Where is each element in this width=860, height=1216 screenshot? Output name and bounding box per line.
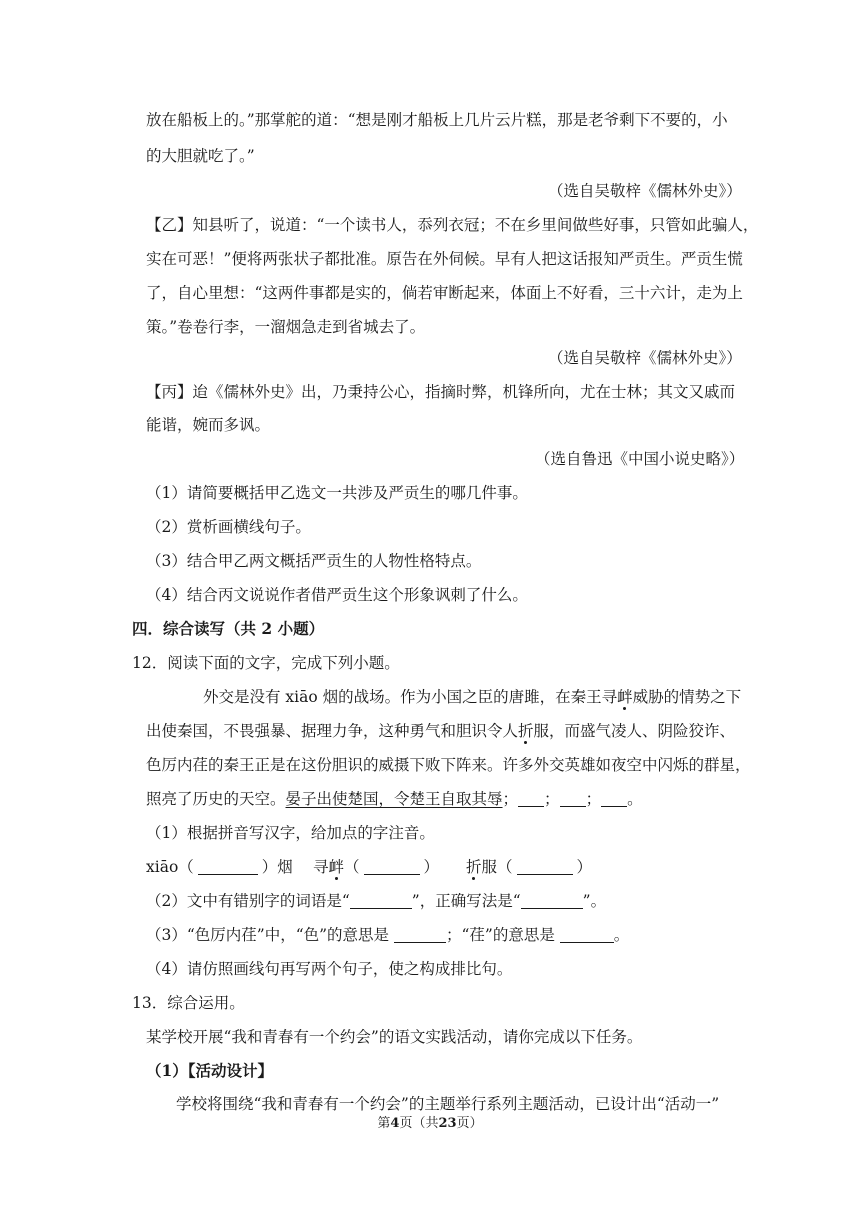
q12-sub-3-text-b: ；“荏”的意思是 bbox=[446, 926, 560, 944]
q12-underlined-sentence: 晏子出使楚国，令楚王自取其辱 bbox=[285, 790, 503, 808]
footer-text-b: 页（共 bbox=[399, 1116, 439, 1131]
q12-sub-2-text-a: （2）文中有错别字的词语是“ bbox=[146, 892, 350, 910]
q12-p1-text-a: 外交是没有 xiāo 烟的战场。作为小国之臣的唐雎，在秦王寻 bbox=[203, 688, 618, 706]
q12-passage-line-1 bbox=[203, 686, 741, 708]
answer-blank[interactable] bbox=[521, 892, 583, 909]
passage-bing-source: （选自鲁迅《中国小说史略》） bbox=[535, 450, 745, 468]
q12-p4-sep-1: ； bbox=[544, 790, 560, 808]
answer-blank[interactable] bbox=[198, 858, 258, 875]
q12-sub-3-text-a: （3）“色厉内荏”中，“色”的意思是 bbox=[146, 926, 394, 944]
q13-sub-1-label: （1）【活动设计】 bbox=[146, 1061, 274, 1080]
q12-stem: 12．阅读下面的文字，完成下列小题。 bbox=[132, 654, 400, 672]
footer-text-a: 第 bbox=[377, 1116, 391, 1131]
q12-p4-text-a: 照亮了历史的天空。 bbox=[146, 790, 286, 808]
passage-jia-line-2: 的大胆就吃了。” bbox=[146, 147, 255, 165]
passage-yi-source: （选自吴敬梓《儒林外史》） bbox=[548, 349, 742, 367]
q12-p1-dotted-char: 衅 bbox=[617, 688, 633, 706]
q11-sub-1: （1）请简要概括甲乙选文一共涉及严贡生的哪几件事。 bbox=[146, 484, 528, 502]
q12-sub-2-text-c: ”。 bbox=[582, 892, 607, 910]
q12-sub-2-text-b: ”，正确写法是“ bbox=[411, 892, 521, 910]
item-c-prefix: 服（ bbox=[481, 858, 513, 876]
q12-sub-1-item-c bbox=[466, 856, 592, 878]
q12-passage-line-4 bbox=[146, 788, 643, 810]
q12-sub-3-text-c: 。 bbox=[613, 926, 630, 944]
q12-sub-4: （4）请仿照画线句再写两个句子，使之构成排比句。 bbox=[146, 960, 513, 978]
q12-sub-1-item-b bbox=[313, 856, 439, 878]
q12-sub-3 bbox=[146, 924, 629, 946]
item-c-suffix: ） bbox=[576, 858, 593, 876]
page-footer bbox=[0, 1112, 860, 1131]
item-a-suffix: ）烟 bbox=[261, 858, 293, 876]
passage-jia-line-1: 放在船板上的。”那掌舵的道：“想是刚才船板上几片云片糕，那是老爷剩下不要的，小 bbox=[146, 111, 728, 129]
total-pages: 23 bbox=[438, 1116, 457, 1131]
q12-p4-sep-2: ； bbox=[585, 790, 602, 808]
item-b-dotted-char: 衅 bbox=[328, 858, 345, 876]
q12-sub-1: （1）根据拼音写汉字，给加点的字注音。 bbox=[146, 824, 435, 842]
answer-blank[interactable] bbox=[601, 790, 627, 807]
answer-blank[interactable] bbox=[517, 858, 573, 875]
q12-passage-line-3: 色厉内荏的秦王正是在这份胆识的威摄下败下阵来。许多外交英雄如夜空中闪烁的群星， bbox=[146, 756, 751, 774]
passage-bing-line-2: 能谐，婉而多讽。 bbox=[146, 416, 271, 434]
answer-blank[interactable] bbox=[394, 926, 446, 943]
answer-blank[interactable] bbox=[560, 790, 586, 807]
q12-sub-2 bbox=[146, 890, 606, 912]
passage-yi-line-1: 【乙】知县听了，说道：“一个读书人，忝列衣冠；不在乡里间做些好事，只管如此骗人， bbox=[146, 216, 759, 234]
item-c-dotted-char: 折 bbox=[466, 858, 482, 876]
q13-stem: 13．综合运用。 bbox=[132, 994, 245, 1012]
passage-yi-line-3: 了，自心里想：“这两件事都是实的，倘若审断起来，体面上不好看，三十六计，走为上 bbox=[146, 284, 743, 302]
passage-yi-line-2: 实在可恶！”便将两张状子都批准。原告在外伺候。早有人把这话报知严贡生。严贡生慌 bbox=[146, 250, 743, 268]
q12-p2-text-b: 服，而盛气凌人、阴险狡诈、 bbox=[533, 722, 736, 740]
page-number: 4 bbox=[390, 1116, 400, 1131]
q12-passage-line-2 bbox=[146, 720, 735, 742]
footer-text-c: 页） bbox=[456, 1116, 483, 1131]
item-b-open: （ bbox=[344, 858, 360, 876]
q12-p4-end: 。 bbox=[627, 790, 643, 808]
q12-p4-semicolon: ； bbox=[502, 790, 519, 808]
answer-blank[interactable] bbox=[518, 790, 544, 807]
q13-intro: 某学校开展“我和青春有一个约会”的语文实践活动，请你完成以下任务。 bbox=[146, 1028, 643, 1046]
q13-body-line-1: 学校将围绕“我和青春有一个约会”的主题举行系列主题活动，已设计出“活动一” bbox=[176, 1095, 720, 1113]
q11-sub-2: （2）赏析画横线句子。 bbox=[146, 518, 311, 536]
q12-p2-dotted-char: 折 bbox=[518, 722, 534, 740]
passage-bing-line-1: 【丙】迨《儒林外史》出，乃秉持公心，指摘时弊，机锋所向，尤在士林；其文又戚而 bbox=[146, 383, 736, 401]
q12-p1-text-b: 威胁的情势之下 bbox=[632, 688, 742, 706]
item-a-prefix: xiāo（ bbox=[146, 858, 194, 876]
q11-sub-4: （4）结合丙文说说作者借严贡生这个形象讽刺了什么。 bbox=[146, 586, 528, 604]
q12-sub-1-item-a bbox=[146, 856, 293, 878]
section-heading: 四．综合读写（共 2 小题） bbox=[132, 619, 325, 638]
q11-sub-3: （3）结合甲乙两文概括严贡生的人物性格特点。 bbox=[146, 552, 482, 570]
item-b-close: ） bbox=[423, 858, 440, 876]
passage-yi-line-4: 策。”卷卷行李，一溜烟急走到省城去了。 bbox=[146, 318, 426, 336]
answer-blank[interactable] bbox=[350, 892, 412, 909]
q12-p2-text-a: 出使秦国，不畏强暴、据理力争，这种勇气和胆识令人 bbox=[146, 722, 519, 740]
answer-blank[interactable] bbox=[560, 926, 614, 943]
item-b-prefix: 寻 bbox=[313, 858, 329, 876]
passage-jia-source: （选自吴敬梓《儒林外史》） bbox=[548, 182, 742, 200]
answer-blank[interactable] bbox=[364, 858, 420, 875]
